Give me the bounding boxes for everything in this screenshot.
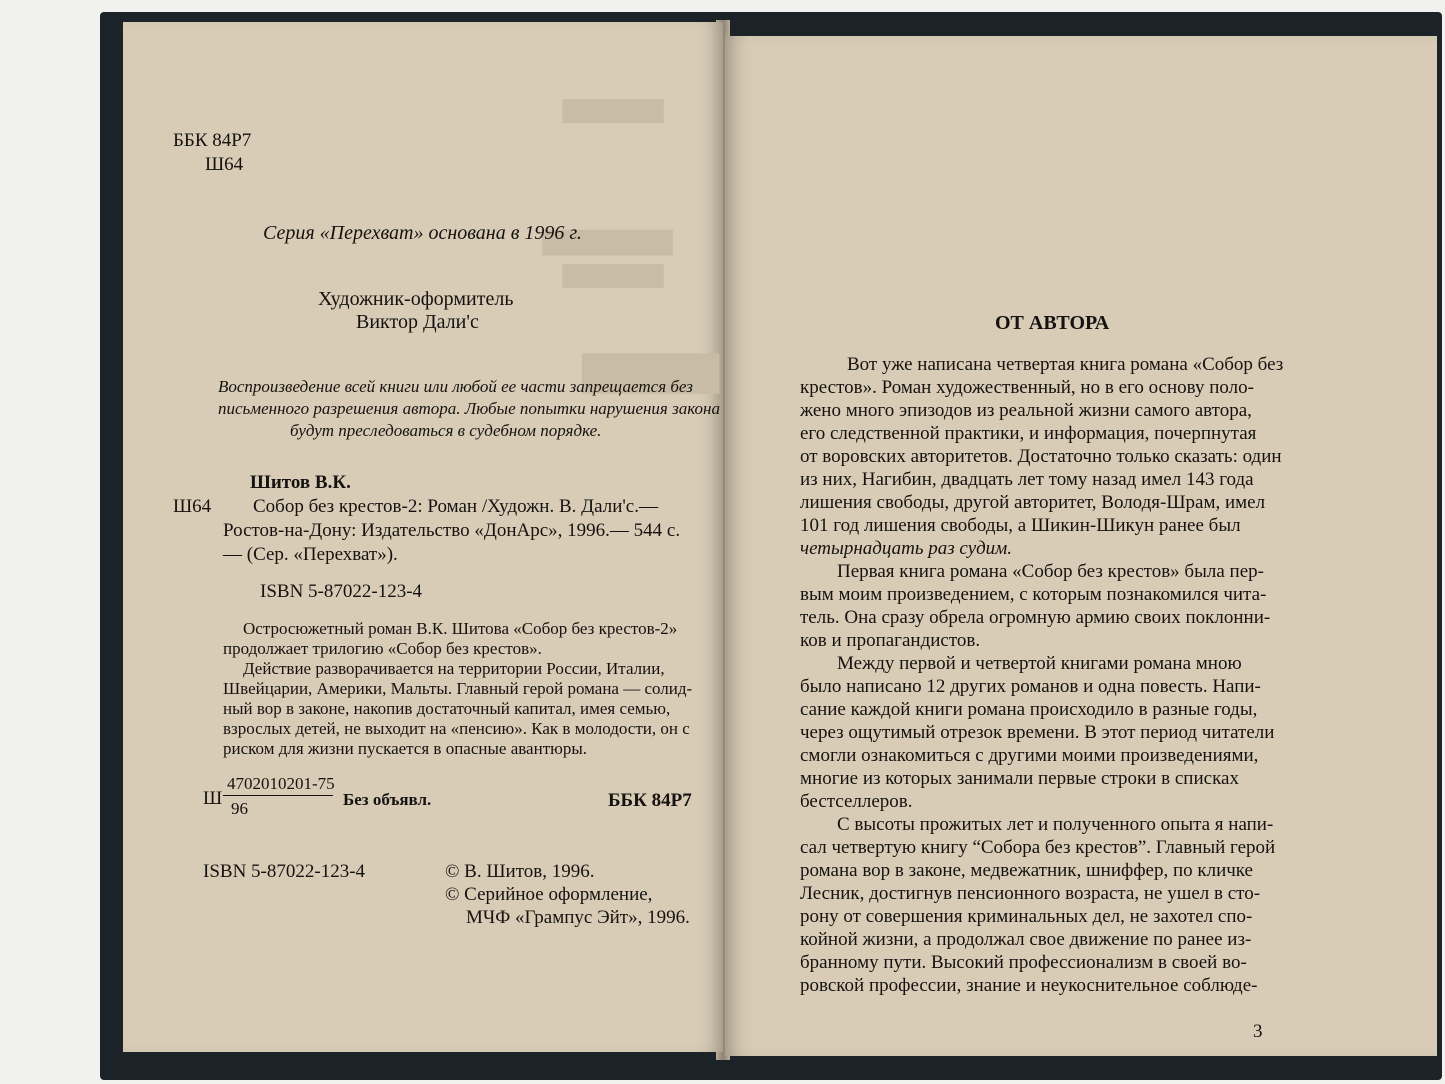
text-line: бестселлеров. xyxy=(800,791,913,812)
text-line: крестов». Роман художественный, но в его основу поло- xyxy=(800,377,1254,398)
text-line: вым моим произведением, с которым познакомился чита- xyxy=(800,584,1267,605)
annotation-line: продолжает трилогию «Собор без крестов». xyxy=(223,639,542,658)
annotation-line: ный вор в законе, накопив достаточный капитал, имея семью, xyxy=(223,699,671,718)
bbk-code: ББК 84Р7 xyxy=(173,130,252,151)
fraction-line xyxy=(223,795,333,796)
text-line: от воровских авторитетов. Достаточно только сказать: один xyxy=(800,446,1282,467)
text-line: Первая книга романа «Собор без крестов» была пер- xyxy=(837,561,1264,582)
text-line: из них, Нагибин, двадцать лет тому назад имел 143 года xyxy=(800,469,1254,490)
code-denominator: 96 xyxy=(231,799,248,818)
text-line: Вот уже написана четвертая книга романа «Собор без xyxy=(847,354,1284,375)
text-line: тель. Она сразу обрела огромную армию своих поклонни- xyxy=(800,607,1271,628)
annotation-line: Остросюжетный роман В.К. Шитова «Собор без крестов-2» xyxy=(243,619,678,638)
text-line: лишения свободы, другой авторитет, Володя-Шрам, имел xyxy=(800,492,1266,513)
annotation-line: Действие разворачивается на территории России, Италии, xyxy=(243,659,665,678)
copyright-notice-line: Воспроизведение всей книги или любой ее части запрещается без xyxy=(218,377,693,396)
text-line: сал четвертую книгу “Собора без крестов”. Главный герой xyxy=(800,837,1276,858)
annotation-line: риском для жизни пускается в опасные авантюры. xyxy=(223,739,587,758)
text-line: многие из которых занимали первые строки в списках xyxy=(800,768,1239,789)
bbk-code-bottom: ББК 84Р7 xyxy=(608,790,692,811)
no-ads-note: Без объявл. xyxy=(343,790,432,809)
bleed-through-ghost: ▆▆▆▆▆ xyxy=(563,257,663,287)
text-line: койной жизни, а продолжал свое движение по ранее из- xyxy=(800,929,1252,950)
code-prefix: Ш xyxy=(203,788,223,809)
isbn-bottom: ISBN 5-87022-123-4 xyxy=(203,861,366,882)
text-line: его следственной практики, и информация, почерпнутая xyxy=(800,423,1257,444)
right-page xyxy=(725,36,1437,1056)
text-line: жено много эпизодов из реальной жизни самого автора, xyxy=(800,400,1252,421)
series-note: Серия «Перехват» основана в 1996 г. xyxy=(263,222,582,244)
text-line: смогли ознакомиться с другими моими произведениями, xyxy=(800,745,1259,766)
biblio-mark: Ш64 xyxy=(173,496,212,517)
code-numerator: 4702010201-75 xyxy=(227,774,335,793)
text-line: С высоты прожитых лет и полученного опыта я напи- xyxy=(837,814,1274,835)
text-line: рону от совершения криминальных дел, не захотел спо- xyxy=(800,906,1253,927)
text-line: романа вор в законе, медвежатник, шниффер, по кличке xyxy=(800,860,1253,881)
designer-name: Виктор Дали'с xyxy=(356,311,479,333)
copyright-line: © Серийное оформление, xyxy=(445,884,653,905)
designer-title: Художник-оформитель xyxy=(318,288,514,310)
biblio-line: — (Сер. «Перехват»). xyxy=(223,544,398,565)
left-page xyxy=(123,22,723,1052)
isbn: ISBN 5-87022-123-4 xyxy=(260,581,423,602)
bleed-through-ghost: ▆▆▆▆▆ xyxy=(563,92,663,122)
text-line: ков и пропагандистов. xyxy=(800,630,981,651)
page-heading: ОТ АВТОРА xyxy=(995,312,1110,334)
text-line: 101 год лишения свободы, а Шикин-Шикун ранее был xyxy=(800,515,1241,536)
biblio-author: Шитов В.К. xyxy=(250,472,351,493)
text-line: ровской профессии, знание и неукоснительное соблюде- xyxy=(800,975,1258,996)
text-line: бранному пути. Высокий профессионализм в своей во- xyxy=(800,952,1247,973)
copyright-line: © В. Шитов, 1996. xyxy=(445,861,595,882)
text-line: сание каждой книги романа происходило в разные годы, xyxy=(800,699,1258,720)
text-line: было написано 12 других романов и одна повесть. Напи- xyxy=(800,676,1261,697)
page-number: 3 xyxy=(1253,1021,1263,1042)
author-mark: Ш64 xyxy=(205,154,244,175)
copyright-line: МЧФ «Грампус Эйт», 1996. xyxy=(466,907,690,928)
text-line: Лесник, достигнув пенсионного возраста, не ушел в сто- xyxy=(800,883,1261,904)
bleed-through-ghost: ▆▆▆▆▆▆ xyxy=(543,223,673,254)
biblio-line: Ростов-на-Дону: Издательство «ДонАрс», 1996.— 544 с. xyxy=(223,520,681,541)
text-line: четырнадцать раз судим. xyxy=(800,538,1013,559)
text-line: Между первой и четвертой книгами романа мною xyxy=(837,653,1242,674)
annotation-line: Швейцарии, Америки, Мальты. Главный герой романа — солид- xyxy=(223,679,693,698)
annotation-line: взрослых детей, не выходит на «пенсию». Как в молодости, он с xyxy=(223,719,690,738)
copyright-notice-line: письменного разрешения автора. Любые попытки нарушения закона xyxy=(218,399,720,418)
text-line: через ощутимый отрезок времени. В этот период читатели xyxy=(800,722,1275,743)
biblio-line: Собор без крестов-2: Роман /Художн. В. Дали'с.— xyxy=(253,496,658,517)
copyright-notice-line: будут преследоваться в судебном порядке. xyxy=(290,421,602,440)
bleed-through-ghost: ▆▆▆▆ xyxy=(583,343,719,392)
